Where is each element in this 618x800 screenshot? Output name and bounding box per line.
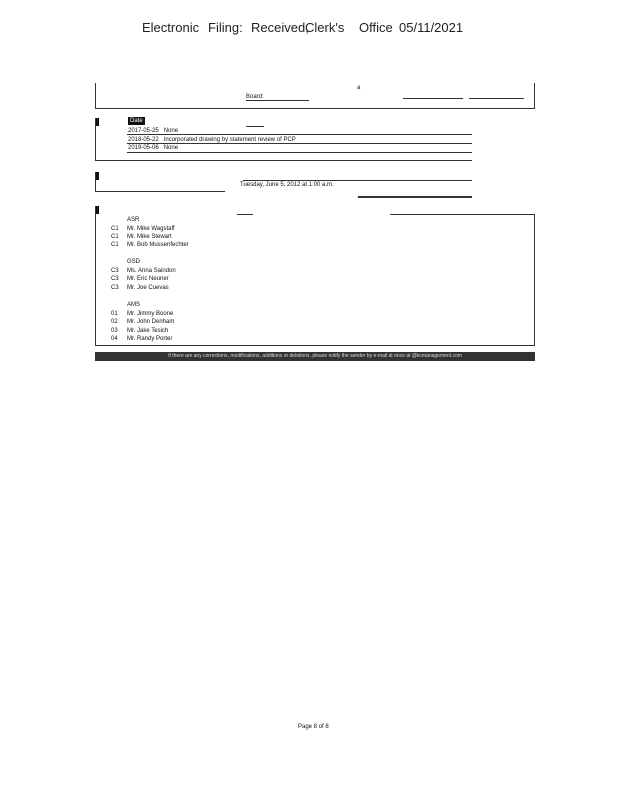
header-electronic: Electronic xyxy=(142,20,200,35)
contact-row: C1 Mr. Mike Wagstaff xyxy=(111,226,175,232)
header-filing: Filing: xyxy=(208,20,243,35)
meeting-text: Tuesday, June 5, 2012 at 1:00 a.m. xyxy=(240,182,334,188)
revision-row: 2018-05-22 Incorporated drawing by statement review of PCP xyxy=(128,137,296,143)
revision-row: 2019-05-06 None xyxy=(128,145,179,151)
contact-row: C1 Mr. Mike Stewart xyxy=(111,234,172,240)
revision-row: 2017-05-25 None xyxy=(128,128,179,134)
header-received: Received, xyxy=(251,20,309,35)
revisions-heading: Date xyxy=(130,118,143,124)
header-clerks: Clerk's xyxy=(305,20,345,35)
header-date: 05/11/2021 xyxy=(399,20,464,35)
header-office: Office xyxy=(359,20,393,35)
contact-row: C1 Mr. Bob Mussenfechter xyxy=(111,242,189,248)
notice-bar: If there are any corrections, modifications, additions or deletions, please notify the sender by e-mail at once at @kcmanagement.com xyxy=(95,352,535,361)
top-section-mark: a xyxy=(357,85,361,91)
contact-row: 01 Mr. Jimmy Boone xyxy=(111,311,174,317)
board-label: Board: xyxy=(246,94,264,100)
contact-row: 02 Mr. John Denham xyxy=(111,319,175,325)
contact-row: 03 Mr. Jake Tesich xyxy=(111,328,169,334)
group-heading: ASR xyxy=(127,217,140,223)
group-heading: GSD xyxy=(127,259,141,265)
contact-row: 04 Mr. Randy Porter xyxy=(111,336,173,342)
page-number: Page 8 of 8 xyxy=(298,724,329,730)
group-heading: AMS xyxy=(127,302,141,308)
contact-row: C3 Mr. Eric Neuner xyxy=(111,276,169,282)
contact-row: C3 Ms. Anna Saindon xyxy=(111,268,176,274)
contact-row: C3 Mr. Joe Cuevas xyxy=(111,285,169,291)
